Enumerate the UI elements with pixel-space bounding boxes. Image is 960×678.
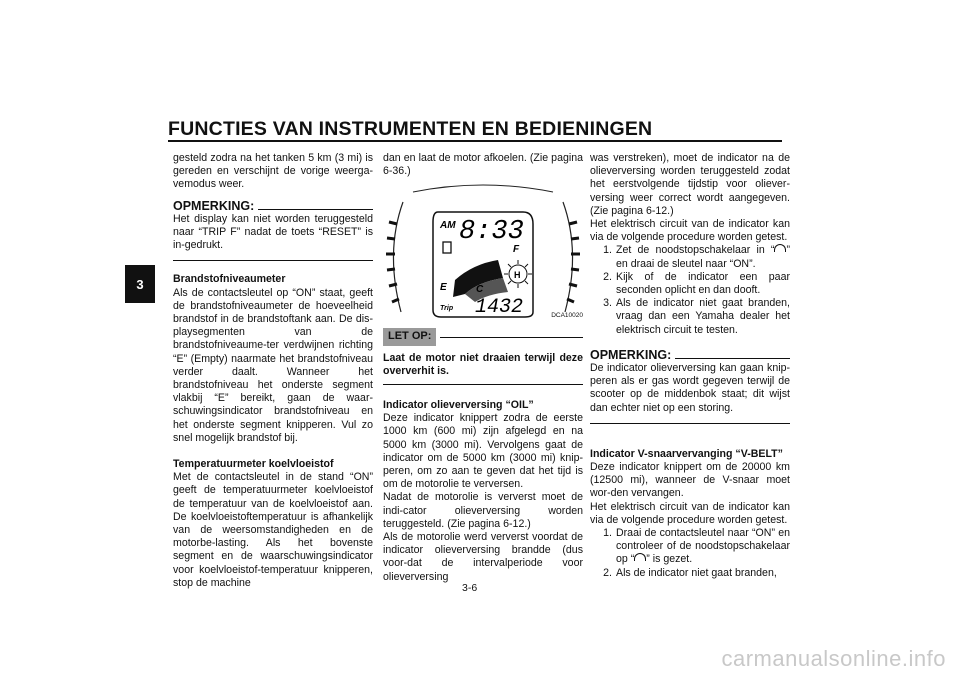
chapter-tab: 3 [125, 265, 155, 303]
page-header-title: FUNCTIES VAN INSTRUMENTEN EN BEDIENINGEN [168, 118, 653, 140]
instrument-figure [383, 182, 583, 322]
note-end-rule-2 [590, 423, 790, 424]
run-switch-icon [774, 244, 786, 252]
figure-code: DCA10020 [551, 312, 583, 320]
list-item: 1. Draai de contactsleutel naar “ON” en controleer of de noodstopschakelaar op “ ” is gezet. [603, 527, 790, 566]
meter-trip-label: Trip [440, 305, 454, 313]
meter-trip-value: 1432 [475, 296, 524, 320]
header-rule [168, 140, 782, 142]
list-item: 2. Als de indicator niet gaat branden, [603, 566, 777, 579]
list-item: 1. Zet de noodstopschakelaar in “ ” en draai de sleutel naar “ON”. [603, 244, 790, 270]
column-2 [383, 152, 583, 584]
note-heading-2 [590, 349, 790, 362]
col1-intro: gesteld zodra na het tanken 5 km (3 mi) is gereden en verschijnt de vorige weerga-vemodus weer. [173, 152, 373, 191]
caution-label: LET OP: [383, 328, 436, 345]
oil-text-2: Nadat de motorolie is ververst moet de indi-cator olieverversing worden teruggesteld. (Zie pagina 6-12.) [383, 491, 583, 530]
section-heading-oil: Indicator olieverversing “OIL” [383, 399, 534, 412]
col2-intro: dan en laat de motor afkoelen. (Zie pagina 6-36.) [383, 152, 583, 178]
meter-label-e: E [440, 282, 447, 294]
steps-list-2 [590, 527, 790, 580]
caution-text: Laat de motor niet draaien terwijl deze oververhit is. [383, 351, 583, 377]
meter-label-h: H [514, 270, 521, 281]
temp-text: Met de contactsleutel in de stand “ON” geeft de temperatuurmeter koelvloeistof de temperatuur van de koelvloeistof aan. De koelvloeistoftemperatuur is afhankelijk van de weersomstandigheden en de motorbe-lasting. Als het bovenste segment en de waarschuwingsindicator voor koelvloeistof-temperatuur knipperen, stop de machine [173, 471, 373, 589]
watermark: carmanualsonline.info [721, 646, 946, 671]
meter-am: AM [440, 220, 456, 232]
section-heading-vbelt: Indicator V-snaarvervanging “V-BELT” [590, 447, 783, 460]
meter-illustration [383, 182, 583, 322]
meter-time: 8:33 [459, 217, 524, 248]
fuel-text: Als de contactsleutel op “ON” staat, geeft de brandstofniveaumeter de hoeveelheid brandstof in de brandstoftank aan. De dis-playsegmenten van de brandstofniveaume-ter verdwijnen richting “E” (Empty) naarmate het brandstofniveau verder daalt. Wanneer het brandstofniveau het onderste segment vlakbij “E” bereikt, gaan de waar-schuwingsindicator brandstofniveau en het onderste segment knipperen. Vul zo snel mogelijk brandstof bij. [173, 286, 373, 444]
note-end-rule [173, 260, 373, 261]
section-heading-temp: Temperatuurmeter koelvloeistof [173, 458, 334, 471]
oil-text-1: Deze indicator knippert zodra de eerste 1000 km (600 mi) zijn afgelegd en na 5000 km (3000 mi). Vervolgens gaat de indicator om de 5000 km (3000 mi) knip-peren, om zo aan te geven dat het tijd is om de motorolie te verversen. [383, 412, 583, 491]
column-1 [173, 152, 373, 590]
vbelt-text: Deze indicator knippert om de 20000 km (12500 mi), wanneer de V-snaar moet wor-den vervangen. [590, 461, 790, 500]
note-text-2: De indicator olieverversing kan gaan knip-peren als er gas wordt gegeven terwijl de scooter op de middenbok staat; dit wijst dan echter niet op een storing. [590, 362, 790, 414]
list-item: 2. Kijk of de indicator een paar seconden oplicht en dan dooft. [603, 270, 790, 297]
note-heading-label-2: OPMERKING: [590, 347, 672, 362]
column-3 [590, 152, 790, 580]
meter-label-c: C [476, 284, 484, 296]
caution-heading [383, 328, 583, 345]
run-switch-icon [634, 553, 646, 561]
note-heading [173, 200, 373, 213]
note-heading-label: OPMERKING: [173, 198, 255, 213]
meter-label-f: F [513, 244, 520, 256]
page-number: 3-6 [462, 582, 478, 594]
caution-end-rule [383, 384, 583, 385]
section-heading-fuel: Brandstofniveaumeter [173, 273, 286, 286]
check-intro: Het elektrisch circuit van de indicator kan via de volgende procedure worden getest. [590, 218, 790, 244]
steps-list-1 [590, 244, 790, 336]
check-intro-2: Het elektrisch circuit van de indicator kan via de volgende procedure worden getest. [590, 500, 790, 526]
list-item: 3. Als de indicator niet gaat branden, vraag dan een Yamaha dealer het elektrisch circuit te testen. [603, 297, 790, 336]
note-text: Het display kan niet worden teruggesteld naar “TRIP F” nadat de toets “RESET” is in-gedrukt. [173, 212, 373, 252]
col3-intro: was verstreken), moet de indicator na de olieverversing worden teruggesteld zodat het eerstvolgende tijdstip voor oliever-versing weer correct wordt aangegeven. (Zie pagina 6-12.) [590, 152, 790, 217]
oil-text-3: Als de motorolie werd ververst voordat de indicator olieverversing brandde (dus voor-dat de intervalperiode voor olieverversing [383, 531, 583, 583]
